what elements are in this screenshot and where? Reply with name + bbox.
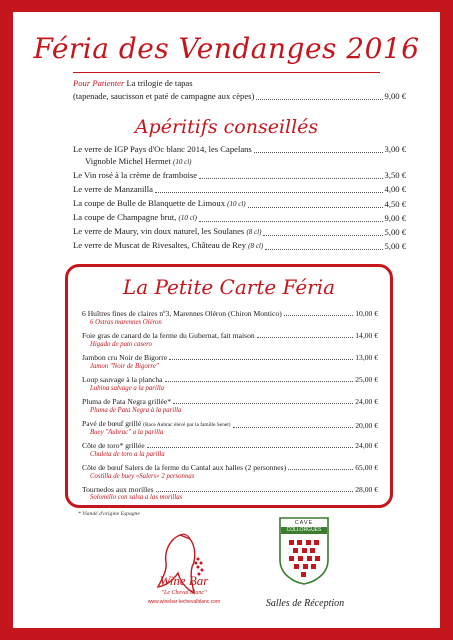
aperitifs-title: Apéritifs conseillés <box>134 116 319 138</box>
menu-item-price: 65,00 € <box>355 463 378 472</box>
wine-bar-name: Wine Bar <box>159 573 209 588</box>
menu-item-label: Pluma de Pata Negra grillée* <box>82 397 171 406</box>
salles-reception: Salles de Réception <box>265 598 345 609</box>
cave-top-label: CAVE <box>294 520 314 526</box>
starter-detail: (tapenade, saucisson et paté de campagne aux cèpes) <box>73 91 255 101</box>
aperitif-price: 5,00 € <box>384 227 406 237</box>
aperitif-note: (10 cl) <box>173 158 192 166</box>
menu-item <box>82 397 378 406</box>
page-title: Féria des Vendanges 2016 <box>33 32 420 65</box>
aperitif-label: Le verre de Manzanilla <box>73 184 153 194</box>
aperitif-price: 4,00 € <box>384 184 406 194</box>
menu-item-label: Côte de bœuf Salers de la ferme du Cantal aux halles (2 personnes) <box>82 463 287 472</box>
leader-dots <box>288 469 353 470</box>
menu-item-label: Loup sauvage à la plancha <box>82 375 163 384</box>
aperitif-price: 4,50 € <box>384 199 406 209</box>
leader-dots <box>169 359 353 360</box>
menu-item-translation: Higado de pato casero <box>90 341 152 348</box>
aperitif-price: 5,00 € <box>384 241 406 251</box>
aperitif-price: 9,00 € <box>384 213 406 223</box>
cave-name-label: COLLORGUES <box>281 527 327 534</box>
menu-item-translation: Costilla de buey «Salers» 2 personnas <box>90 473 195 480</box>
aperitif-label: Le Vin rosé à la crème de framboise <box>73 170 198 180</box>
menu-item <box>82 463 378 472</box>
aperitif-label: La coupe de Champagne brut, (10 cl) <box>73 212 197 222</box>
menu-item-label: Tournedos aux morilles <box>82 485 154 494</box>
wine-bar-subtitle: "Le Cheval Blanc" <box>161 590 207 596</box>
origin-note: * Viandé d'origine Espagne <box>78 511 140 517</box>
menu-item <box>82 375 378 384</box>
menu-item-label: 6 Huîtres fines de claires nº3, Marennes Oléron (Chiron Montico) <box>82 309 282 318</box>
menu-item-label: Côte de toro* grillée <box>82 441 145 450</box>
leader-dots <box>165 381 354 382</box>
menu-item <box>82 353 378 362</box>
menu-item-price: 10,00 € <box>355 309 378 318</box>
aperitif-label: Vignoble Michel Hermet <box>85 156 171 166</box>
menu-item <box>82 331 378 340</box>
petite-carte-box <box>65 264 393 508</box>
aperitif-label: Le verre de Muscat de Rivesaltes, Château de Rey (8 cl) <box>73 240 264 250</box>
leader-dots <box>257 337 354 338</box>
petite-carte-title: La Petite Carte Féria <box>122 275 336 299</box>
leader-dots <box>284 315 353 316</box>
menu-item-translation: Jamon "Noir de Bigorre" <box>90 363 159 370</box>
leader-dots <box>156 491 354 492</box>
aperitif-label: Le verre de IGP Pays d'Oc blanc 2014, les Capelans <box>73 144 252 154</box>
menu-item-price: 28,00 € <box>355 485 378 494</box>
menu-item-translation: Buey "Aubrac" a la parilla <box>90 429 164 436</box>
starter-prefix: Pour Patienter <box>73 78 125 88</box>
starter-name: La trilogie de tapas <box>126 78 193 88</box>
menu-item-translation: Pluma de Pata Negra à la parilla <box>90 407 182 414</box>
menu-item <box>82 309 378 318</box>
menu-item-label: Pavé de bœuf grillé (Race Aubrac élevé par la famille Senet) <box>82 419 231 428</box>
leader-dots <box>233 427 354 428</box>
cave-collorgues-logo <box>277 516 331 586</box>
menu-item-price: 13,00 € <box>355 353 378 362</box>
wine-bar-url[interactable]: www.winebar-lechevalblanc.com <box>147 599 221 605</box>
menu-item-price: 24,00 € <box>355 441 378 450</box>
menu-item-translation: Solomillo con salsa a las morillas <box>90 494 183 501</box>
menu-item-translation: Lubina salvage a la parilla <box>90 385 165 392</box>
aperitif-item <box>73 240 406 252</box>
menu-item-price: 20,00 € <box>355 421 378 430</box>
menu-item-translation: 6 Ostras marennes Oléron <box>90 319 162 326</box>
menu-item-price: 25,00 € <box>355 375 378 384</box>
starter-price: 9,00 € <box>384 91 406 101</box>
aperitif-label: La coupe de Bulle de Blanquette de Limoux (10 cl) <box>73 198 246 208</box>
menu-item-price: 14,00 € <box>355 331 378 340</box>
leader-dots <box>265 249 382 250</box>
menu-item <box>82 485 378 494</box>
leader-dots <box>173 403 353 404</box>
aperitif-price: 3,50 € <box>384 170 406 180</box>
menu-item-label: Jambon cru Noir de Bigorre <box>82 353 168 362</box>
menu-item <box>82 441 378 450</box>
menu-item-price: 24,00 € <box>355 397 378 406</box>
menu-item-label: Foie gras de canard de la ferme du Gubernat, fait maison <box>82 331 255 340</box>
leader-dots <box>147 447 354 448</box>
aperitif-price: 3,00 € <box>384 144 406 154</box>
aperitif-label: Le verre de Maury, vin doux naturel, les Soulanes (8 cl) <box>73 226 262 236</box>
menu-item-translation: Chuleta de toro a la parilla <box>90 451 165 458</box>
